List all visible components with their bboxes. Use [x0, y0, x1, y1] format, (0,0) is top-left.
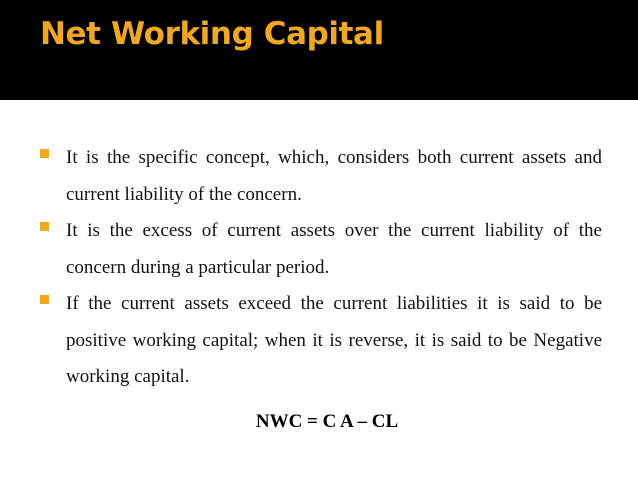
- bullet-text: If the current assets exceed the current liabilities it is said to be positive working capital; when it is reverse, it is said to be Negative working capital.: [66, 293, 602, 387]
- square-bullet-icon: [40, 222, 49, 231]
- bullet-item: [38, 286, 602, 396]
- slide-title: Net Working Capital: [40, 16, 384, 52]
- bullet-item: [38, 140, 602, 213]
- title-divider: [0, 100, 638, 103]
- bullet-text: It is the excess of current assets over the current liability of the concern during a particular period.: [66, 220, 602, 278]
- title-bar: [0, 0, 638, 100]
- bullet-text: It is the specific concept, which, considers both current assets and current liability of the concern.: [66, 147, 602, 205]
- square-bullet-icon: [40, 295, 49, 304]
- bullet-item: [38, 213, 602, 286]
- square-bullet-icon: [40, 149, 49, 158]
- bullet-list: [38, 140, 602, 396]
- formula: NWC = C A – CL: [255, 411, 399, 432]
